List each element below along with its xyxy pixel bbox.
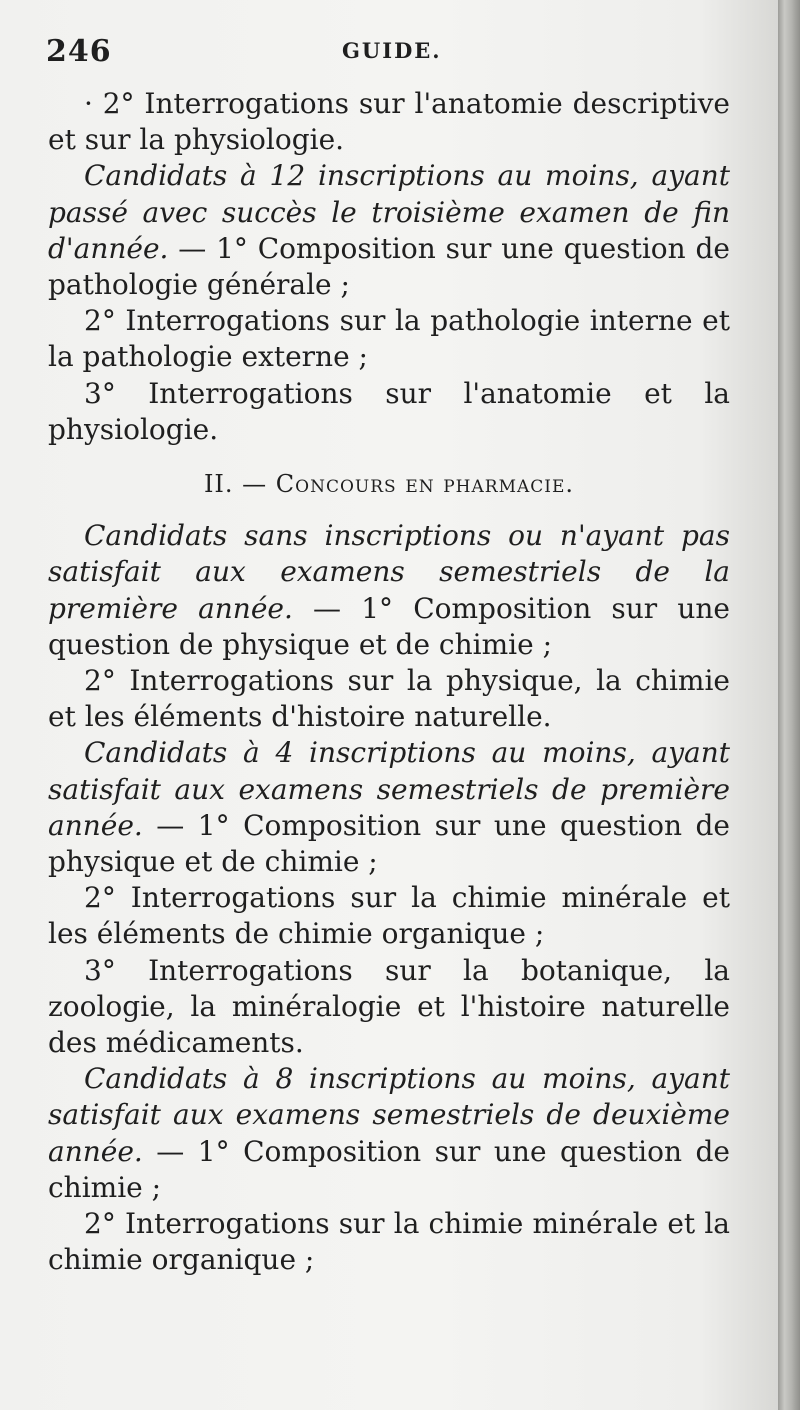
paragraph-italic-lead: Candidats à 12 inscriptions au moins, ayant passé avec succès le troisième examen de fin d'année. [48,159,730,265]
running-head: GUIDE. [342,38,442,63]
paragraph-text: 2° Interrogations sur la chimie minérale et les éléments de chimie organique ; [48,881,730,951]
paragraph-text: 2° Interrogations sur la pathologie interne et la pathologie externe ; [48,304,730,374]
paragraph-candidates-8 [48,1061,730,1206]
paragraph-text: — 1° Composition sur une question de pathologie générale ; [48,231,730,302]
paragraph-botany-interrogations [48,953,730,1062]
paragraph-text: 3° Interrogations sur l'anatomie et la physiologie. [48,376,730,446]
page-edge-shadow [778,0,800,1410]
paragraph-italic-lead: Candidats à 4 inscriptions au moins, ayant satisfait aux examens semestriels de première année. [48,736,730,842]
paragraph-candidates-12 [48,158,730,303]
paragraph-chemistry-interrogations [48,1206,730,1278]
paragraph-text: — 1° Composition sur une question de physique et de chimie ; [48,808,730,879]
page-body [48,86,730,1279]
paragraph-anatomy-physiology [48,86,730,158]
paragraph-text: 2° Interrogations sur la chimie minérale et la chimie organique ; [48,1207,730,1277]
paragraph-text: 3° Interrogations sur la botanique, la zoologie, la minéralogie et l'histoire naturelle des médicaments. [48,953,730,1060]
paragraph-text: — 1° Composition sur une question de physique et de chimie ; [48,591,730,661]
paragraph-italic-lead: Candidats à 8 inscriptions au moins, ayant satisfait aux examens semestriels de deuxième année. [48,1062,730,1168]
paragraph-pathology-interrogations [48,303,730,375]
paragraph-italic-lead: Candidats sans inscriptions ou n'ayant pas satisfait aux examens semestriels de la première année. [48,519,730,625]
paragraph-anatomy-interrogations [48,376,730,448]
paragraph-mineral-chemistry-interrogations [48,880,730,952]
page-number: 246 [46,34,112,69]
paragraph-text: · 2° Interrogations sur l'anatomie descriptive et sur la physiologie. [48,87,730,157]
page-header [46,34,726,76]
paragraph-physics-chemistry-interrogations [48,663,730,735]
paragraph-candidates-4 [48,735,730,880]
section-title-pharmacy: II. — Concours en pharmacie. [203,470,575,499]
paragraph-text: 2° Interrogations sur la physique, la chimie et les éléments d'histoire naturelle. [48,664,730,734]
paragraph-text: — 1° Composition sur une question de chimie ; [48,1134,730,1204]
paragraph-candidates-no-inscriptions [48,518,730,663]
